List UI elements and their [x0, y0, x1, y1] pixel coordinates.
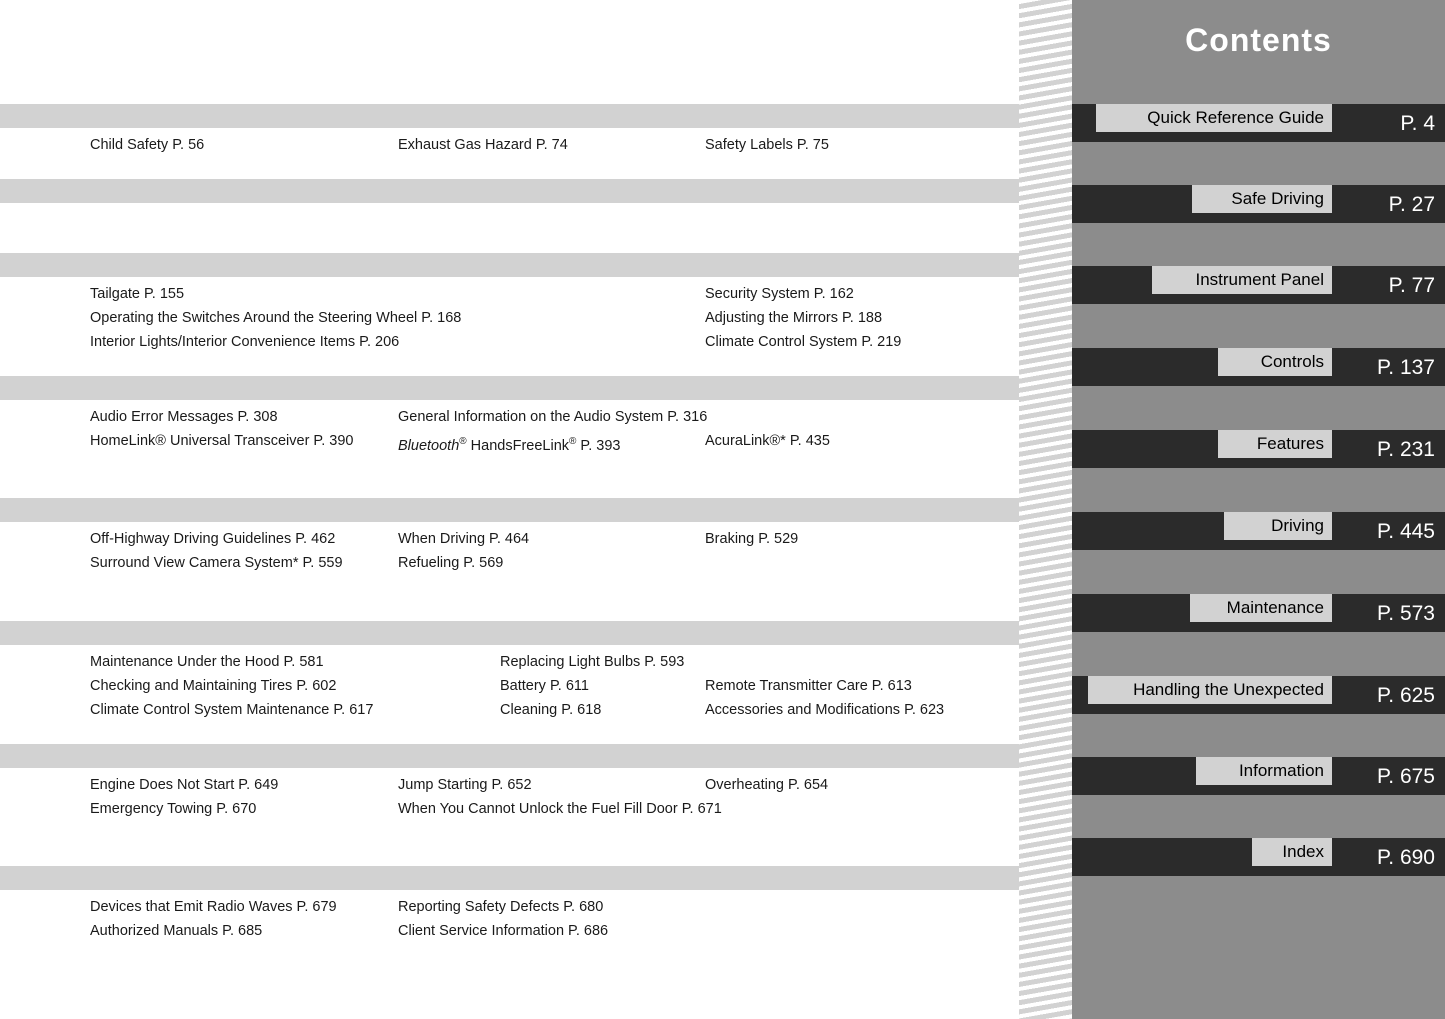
- toc-entry[interactable]: AcuraLink®* P. 435: [705, 433, 830, 449]
- toc-entry[interactable]: Overheating P. 654: [705, 777, 829, 793]
- tab-label: Safe Driving: [1192, 185, 1332, 213]
- tab-label: Index: [1252, 838, 1332, 866]
- tab-label: Features: [1218, 430, 1332, 458]
- toc-entry[interactable]: Off-Highway Driving Guidelines P. 462: [90, 531, 336, 547]
- toc-entry[interactable]: Child Safety P. 56: [90, 137, 205, 153]
- toc-entry[interactable]: Interior Lights/Interior Convenience Items P. 206: [90, 334, 400, 350]
- contents-tab-panel: [1072, 0, 1445, 1019]
- diagonal-hatch-divider: [1019, 0, 1073, 1019]
- tab-information[interactable]: [1072, 757, 1445, 795]
- tab-index[interactable]: [1072, 838, 1445, 876]
- toc-entry[interactable]: Exhaust Gas Hazard P. 74: [398, 137, 568, 153]
- toc-entry[interactable]: When Driving P. 464: [398, 531, 530, 547]
- toc-entry[interactable]: Remote Transmitter Care P. 613: [705, 678, 912, 694]
- tab-label: Instrument Panel: [1152, 266, 1332, 294]
- section-bar: [0, 376, 1019, 400]
- tab-driving[interactable]: [1072, 512, 1445, 550]
- tab-controls[interactable]: [1072, 348, 1445, 386]
- toc-entry[interactable]: Cleaning P. 618: [500, 702, 602, 718]
- section-bar: [0, 253, 1019, 277]
- section-bar: [0, 179, 1019, 203]
- tab-label: Handling the Unexpected: [1088, 676, 1332, 704]
- page-title: Contents: [1185, 22, 1332, 58]
- toc-entry[interactable]: Security System P. 162: [705, 286, 854, 302]
- toc-entry[interactable]: Client Service Information P. 686: [398, 923, 609, 939]
- toc-entry[interactable]: Emergency Towing P. 670: [90, 801, 257, 817]
- tab-instrument-panel[interactable]: [1072, 266, 1445, 304]
- section-bar: [0, 104, 1019, 128]
- tab-maintenance[interactable]: [1072, 594, 1445, 632]
- toc-entry[interactable]: General Information on the Audio System P. 316: [398, 409, 708, 425]
- toc-entry[interactable]: Operating the Switches Around the Steering Wheel P. 168: [90, 310, 462, 326]
- toc-entry[interactable]: Battery P. 611: [500, 678, 589, 694]
- toc-entry-bluetooth[interactable]: Bluetooth® HandsFreeLink® P. 393: [398, 436, 621, 454]
- tab-page-number: P. 77: [1388, 274, 1435, 297]
- tab-features[interactable]: [1072, 430, 1445, 468]
- tab-page-number: P. 625: [1376, 684, 1435, 707]
- toc-entry[interactable]: Braking P. 529: [705, 531, 799, 547]
- tab-page-number: P. 137: [1376, 356, 1435, 379]
- toc-entry[interactable]: Climate Control System P. 219: [705, 334, 902, 350]
- toc-entry[interactable]: Devices that Emit Radio Waves P. 679: [90, 899, 337, 915]
- tab-label: Maintenance: [1190, 594, 1332, 622]
- section-bar: [0, 498, 1019, 522]
- section-bar: [0, 866, 1019, 890]
- toc-entry[interactable]: Checking and Maintaining Tires P. 602: [90, 678, 337, 694]
- tab-page-number: P. 4: [1400, 112, 1435, 135]
- tab-label: Information: [1196, 757, 1332, 785]
- toc-entry[interactable]: Authorized Manuals P. 685: [90, 923, 263, 939]
- tab-page-number: P. 690: [1376, 846, 1435, 869]
- toc-entry[interactable]: Reporting Safety Defects P. 680: [398, 899, 604, 915]
- tab-label: Quick Reference Guide: [1096, 104, 1332, 132]
- tab-page-number: P. 573: [1376, 602, 1435, 625]
- toc-entry[interactable]: Climate Control System Maintenance P. 617: [90, 702, 374, 718]
- toc-entry[interactable]: Safety Labels P. 75: [705, 137, 829, 153]
- toc-entry[interactable]: Refueling P. 569: [398, 555, 504, 571]
- toc-entry[interactable]: Audio Error Messages P. 308: [90, 409, 278, 425]
- toc-entry[interactable]: Jump Starting P. 652: [398, 777, 532, 793]
- tab-page-number: P. 675: [1376, 765, 1435, 788]
- tab-label: Controls: [1218, 348, 1332, 376]
- section-bar: [0, 621, 1019, 645]
- toc-entry[interactable]: When You Cannot Unlock the Fuel Fill Door P. 671: [398, 801, 722, 817]
- tab-page-number: P. 445: [1376, 520, 1435, 543]
- bluetooth-wordmark: Bluetooth: [398, 437, 460, 454]
- toc-entry[interactable]: Tailgate P. 155: [90, 286, 185, 302]
- section-bar: [0, 744, 1019, 768]
- toc-entry[interactable]: Replacing Light Bulbs P. 593: [500, 654, 685, 670]
- tab-safe-driving[interactable]: [1072, 185, 1445, 223]
- toc-entry[interactable]: Accessories and Modifications P. 623: [705, 702, 945, 718]
- toc-entry[interactable]: Engine Does Not Start P. 649: [90, 777, 279, 793]
- toc-entry[interactable]: Maintenance Under the Hood P. 581: [90, 654, 324, 670]
- tab-page-number: P. 231: [1376, 438, 1435, 461]
- tab-page-number: P. 27: [1388, 193, 1435, 216]
- toc-entry[interactable]: HomeLink® Universal Transceiver P. 390: [90, 433, 354, 449]
- tab-quick-reference-guide[interactable]: [1072, 104, 1445, 142]
- tab-handling-the-unexpected[interactable]: [1072, 676, 1445, 714]
- toc-entry[interactable]: Adjusting the Mirrors P. 188: [705, 310, 883, 326]
- toc-entry[interactable]: Surround View Camera System* P. 559: [90, 555, 343, 571]
- tab-label: Driving: [1224, 512, 1332, 540]
